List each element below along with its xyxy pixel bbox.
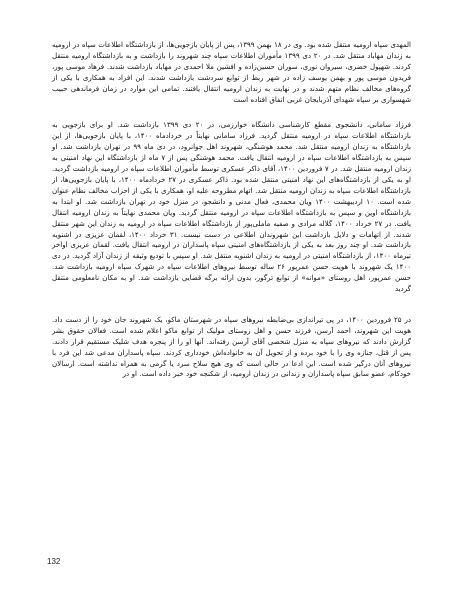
body-text (52, 40, 411, 394)
paragraph-3: در ۲۵ فروردین ۱۴۰۰، در پی تیراندازی بی‌ضابطه نیروهای سپاه در شهرستان ماکو، یک شهروند جان خود را از دست داد. هویت این شهروند، احمد آرسن، فرزند حسن و اهل روستای مولیک از توابع ماکو اعلام شده است. فعالان حقوق بشر گزارش دادند که نیروهای سپاه به منزل شخصی آقای آرسن رفته‌اند. آنها او را از پنجره هدف شلیک مستقیم قرار دادند. پس از قتل، جنازه وی را با خود برده و از تحویل آن به خانواده‌اش خودداری کردند. سپاه پاسداران مدعی شد این فرد با نیروهای آنان درگیر شده است. این ادعا در حالی است که وی هیچ سلاح سرد یا گرمی به همراه نداشته است. ارسالان خودکام، عضو سابق سپاه پاسداران و زندانی در زندان ارومیه، از شکنجه خود خبر داده است. او در (52, 314, 411, 379)
paragraph-2: فرزاد سامانی، دانشجوی مقطع کارشناسی دانشگاه خوارزمی، در ۲۰ دی ۱۳۹۹ بازداشت شد. او برای بازجویی به بازداشتگاه اطلاعات سپاه در ارومیه منتقل گردید. فرزاد سامانی نهایتاً در خردادماه ۱۴۰۰، با پایان بازجویی‌ها، از این بازداشتگاه به زندان ارومیه منتقل شد. محمد هوشنگی، شهروند اهل جوانرود، در دی ماه ۹۹ در تهران بازداشت شد. او سپس به بازداشتگاه اطلاعات سپاه در ارومیه انتقال یافت. محمد هوشنگی پس از ۷ ماه از بازداشتگاه این نهاد امنیتی به زندان ارومیه منتقل شد. در ۷ فروردین ۱۴۰۰، آقای ذاکر عسکری توسط مأموران اطلاعات سپاه در ارومیه بازداشت گردید. او به یکی از بازداشتگاه‌های این نهاد امنیتی منتقل شده بود. ذاکر عسکری در ۲۷ خردادماه ۱۴۰۰، با پایان بازجویی‌ها، از بازداشتگاه اطلاعات سپاه به زندان ارومیه منتقل شد. اتهام مطروحه علیه او، همکاری با یکی از احزاب مخالف نظام عنوان شده است. ۱۰ اردیبهشت ۱۴۰۰ ویان محمدی، فعال مدنی و دانشجو، در منزل خود در تهران بازداشت شد. او ابتدا به بازداشتگاه اوین و سپس به بازداشتگاه اطلاعات سپاه در ارومیه منتقل گردید. ویان محمدی نهایتاً به زندان ارومیه انتقال یافت. در ۲۷ خرداد ۱۴۰۰، گلاله مرادی و صفیه ماملی‌پور از بازداشتگاه اطلاعات سپاه در ارومیه به زندان این شهر منتقل شدند. از اتهامات و دلایل بازداشت این شهروندان اطلاعی در دست نیست. ۳۱ خرداد ۱۴۰۰، لقمان عزیزی در اشنویه بازداشت شد. او چند روز بعد به یکی از بازداشتگاه‌های امنیتی سپاه پاسداران در ارومیه انتقال یافت. لقمان عزیزی اواخر تیرماه ۱۴۰۰، از بازداشتگاه امنیتی در ارومیه به زندان اشنویه منتقل شد. او سپس با تودیع وثیقه از زندان آزاد گردید. در دی ۱۴۰۰ یک شهروند با هویت حسن عمرپور ۲۶ ساله توسط نیروهای اطلاعات سپاه در شهرک سپاه ارومیه بازداشت شد. حسن عمرپور، اهل روستای «موانه» از توابع ترگور، بدون ارائه برگه قضایی بازداشت شد. او به مکان نامعلومی منتقل گردید (52, 120, 412, 294)
page-number: 132 (47, 557, 61, 566)
paragraph-1: المهدی سپاه ارومیه منتقل شده بود. وی در ۱۸ بهمن ۱۳۹۹، پس از پایان بازجویی‌ها، از بازداشتگاه اطلاعات سپاه در ارومیه به زندان مهاباد منتقل شد. در ۲۰ دی ۱۳۹۹ مأموران اطلاعات سپاه چند شهروند را بازداشت و به بازداشتگاه ارومیه منتقل کردند. شهپول خضری، سیروان نوری، سوران حسین‌زاده و افشین ملا احمدی در مهاباد بازداشت شدند. فرهاد موسی پور، فریدون موسی پور و بهمن یوسف زاده در شهر ربط از توابع سردشت بازداشت شدند. این افراد به همکاری با یکی از گروه‌های مخالف نظام متهم شدند و در نهایت به زندان ارومیه انتقال یافتند. تمامی این موارد در زمان فرماندهی حبیب شهسواری بر سپاه شهدای آذربایجان غربی اتفاق افتاده است (52, 40, 412, 104)
